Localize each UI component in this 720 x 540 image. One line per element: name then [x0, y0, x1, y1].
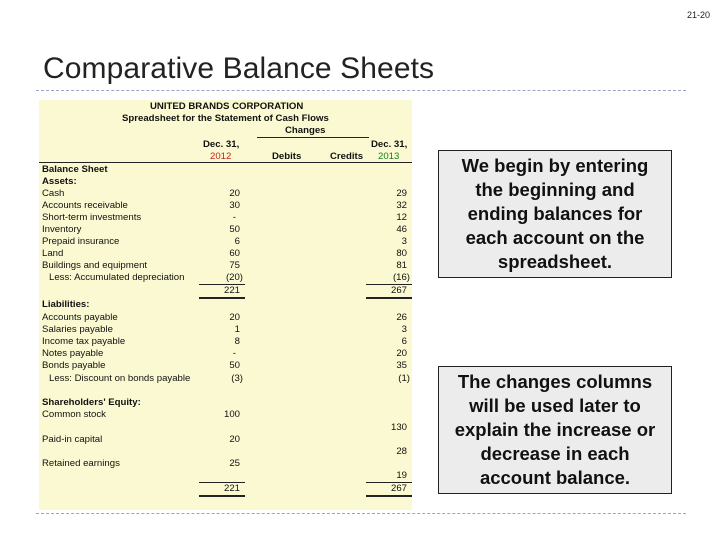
col-credits: Credits: [330, 151, 364, 162]
assets-total-2013: 267: [390, 285, 407, 296]
equity-2013: 28: [396, 446, 407, 457]
liability-2012: 20: [229, 312, 240, 323]
asset-2013: (16): [392, 272, 410, 283]
liability-2013: (1): [398, 373, 410, 384]
equity-2013: 19: [396, 470, 407, 481]
liability-2013: 6: [401, 336, 407, 347]
asset-2012: 75: [229, 260, 240, 271]
le-total-2013: 267: [390, 483, 407, 494]
liability-label: Bonds payable: [42, 360, 106, 371]
asset-label: Short-term investments: [42, 212, 142, 223]
equity-2012: 20: [229, 434, 240, 445]
asset-2013: 81: [396, 260, 407, 271]
liability-2012: 8: [234, 336, 240, 347]
liability-2012: (3): [231, 373, 243, 384]
assets-double-rule-2013: [366, 297, 412, 299]
liability-2012: 50: [229, 360, 240, 371]
asset-2012: 6: [234, 236, 240, 247]
asset-2012: 20: [229, 188, 240, 199]
equity-2012: 25: [229, 458, 240, 469]
asset-label: Cash: [42, 188, 65, 199]
asset-2012: (20): [225, 272, 243, 283]
callout-changes-columns: The changes columns will be used later to explain the increase or decrease in each account balance.: [438, 366, 672, 494]
asset-label: Prepaid insurance: [42, 236, 120, 247]
liability-2013: 35: [396, 360, 407, 371]
asset-2013: 46: [396, 224, 407, 235]
asset-2012: 50: [229, 224, 240, 235]
asset-2013: 12: [396, 212, 407, 223]
page-number: 21-20: [686, 10, 710, 20]
header-rule: [39, 162, 412, 163]
le-double-rule-2013: [366, 495, 412, 497]
asset-2012: -: [232, 212, 236, 223]
assets-double-rule-2012: [199, 297, 245, 299]
changes-underline: [257, 137, 369, 138]
liability-label: Accounts payable: [42, 312, 118, 323]
equity-label-row: Retained earnings: [42, 458, 120, 469]
liability-2013: 3: [401, 324, 407, 335]
changes-header: Changes: [285, 125, 326, 136]
liability-2013: 20: [396, 348, 407, 359]
asset-label: Accounts receivable: [42, 200, 128, 211]
col-debits: Debits: [272, 151, 302, 162]
company-name: UNITED BRANDS CORPORATION: [150, 101, 304, 112]
top-divider: [36, 90, 686, 91]
liability-label: Less: Discount on bonds payable: [49, 373, 191, 384]
assets-label: Assets:: [42, 176, 77, 187]
liability-label: Income tax payable: [42, 336, 126, 347]
equity-2012: 100: [223, 409, 240, 420]
asset-label: Less: Accumulated depreciation: [49, 272, 185, 283]
asset-2013: 80: [396, 248, 407, 259]
assets-total-2012: 221: [223, 285, 240, 296]
liability-label: Salaries payable: [42, 324, 113, 335]
asset-2012: 30: [229, 200, 240, 211]
slide-title: Comparative Balance Sheets: [43, 52, 435, 85]
asset-2012: 60: [229, 248, 240, 259]
equity-label: Shareholders' Equity:: [42, 397, 141, 408]
liability-label: Notes payable: [42, 348, 104, 359]
equity-label-row: Paid-in capital: [42, 434, 103, 445]
equity-2013: 130: [390, 422, 407, 433]
callout-entering-balances: We begin by entering the beginning and ending balances for each account on the spreadsheet.: [438, 150, 672, 278]
asset-2013: 3: [401, 236, 407, 247]
spreadsheet: [39, 100, 412, 510]
asset-label: Inventory: [42, 224, 82, 235]
equity-label-row: Common stock: [42, 409, 106, 420]
asset-2013: 32: [396, 200, 407, 211]
spreadsheet-subtitle: Spreadsheet for the Statement of Cash Flows: [122, 113, 329, 124]
liability-2012: 1: [234, 324, 240, 335]
col-dec31-2012: Dec. 31,: [203, 139, 240, 150]
col-dec31-2013: Dec. 31,: [371, 139, 408, 150]
asset-label: Land: [42, 248, 64, 259]
col-year-2013: 2013: [378, 151, 400, 162]
bottom-divider: [36, 513, 686, 514]
liabilities-label: Liabilities:: [42, 299, 90, 310]
le-double-rule-2012: [199, 495, 245, 497]
asset-2013: 29: [396, 188, 407, 199]
liability-2013: 26: [396, 312, 407, 323]
balance-sheet-label: Balance Sheet: [42, 164, 108, 175]
liability-2012: -: [232, 348, 236, 359]
le-total-2012: 221: [223, 483, 240, 494]
asset-label: Buildings and equipment: [42, 260, 148, 271]
col-year-2012: 2012: [210, 151, 232, 162]
